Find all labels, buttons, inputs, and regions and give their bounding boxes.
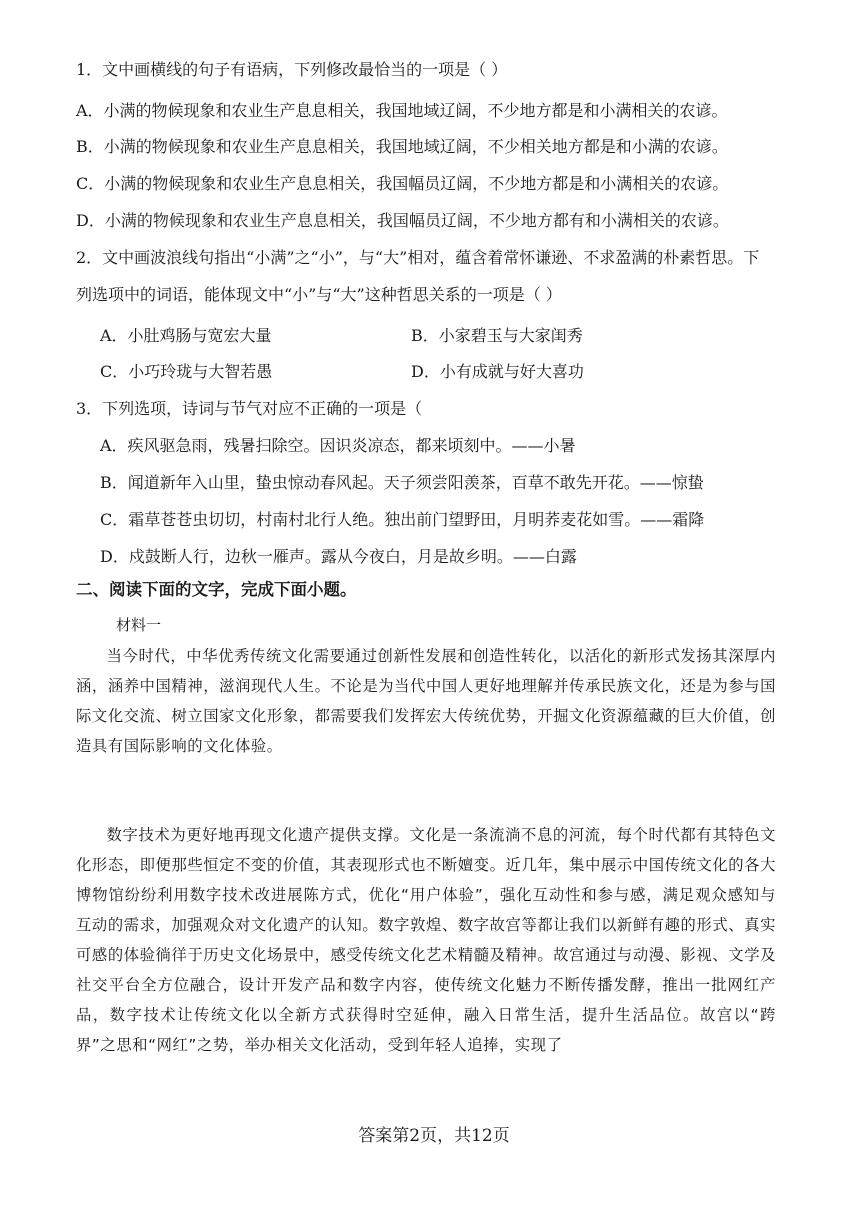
- material-label: 材料一: [116, 616, 162, 634]
- q1-option-d: D．小满的物候现象和农业生产息息相关，我国幅员辽阔，不少地方都有和小满相关的农谚。: [76, 211, 729, 230]
- q3-option-c: C．霜草苍苍虫切切，村南村北行人绝。独出前门望野田，月明荞麦花如雪。——霜降: [100, 510, 705, 529]
- q2-option-d: D．小有成就与好大喜功: [411, 362, 584, 381]
- q3-option-a: A．疾风驱急雨，残暑扫除空。因识炎凉态，都来顷刻中。——小暑: [100, 436, 576, 455]
- q3-option-d: D．戍鼓断人行，边秋一雁声。露从今夜白，月是故乡明。——白露: [100, 547, 577, 566]
- page-footer: 答案第2页，共12页: [358, 1126, 510, 1146]
- q1-option-c: C．小满的物候现象和农业生产息息相关，我国幅员辽阔，不少地方都是和小满相关的农谚。: [76, 174, 729, 193]
- material-paragraph-2: 数字技术为更好地再现文化遗产提供支撑。文化是一条流淌不息的河流，每个时代都有其特色文化形态，即便那些恒定不变的价值，其表现形式也不断嬗变。近几年，集中展示中国传统文化的各大博物馆纷纷利用数字技术改进展陈方式，优化“用户体验”，强化互动性和参与感，满足观众感知与互动的需求，加强观众对文化遗产的认知。数字敦煌、数字故宫等都让我们以新鲜有趣的形式、真实可感的体验徜徉于历史文化场景中，感受传统文化艺术精髓及精神。故宫通过与动漫、影视、文学及社交平台全方位融合，设计开发产品和数字内容，使传统文化魅力不断传播发酵，推出一批网红产品，数字技术让传统文化以全新方式获得时空延伸，融入日常生活，提升生活品位。故宫以“跨界”之思和“网红”之势，举办相关文化活动，受到年轻人追捧，实现了: [76, 826, 776, 1054]
- material-paragraph-1: 当今时代，中华优秀传统文化需要通过创新性发展和创造性转化，以活化的新形式发扬其深厚内涵，涵养中国精神，滋润现代人生。不论是为当代中国人更好地理解并传承民族文化，还是为参与国际文化交流、树立国家文化形象，都需要我们发挥宏大传统优势，开掘文化资源蕴藏的巨大价值，创造具有国际影响的文化体验。: [76, 647, 776, 755]
- q2-option-c: C．小巧玲珑与大智若愚: [100, 362, 273, 381]
- section-heading: 二、阅读下面的文字，完成下面小题。: [76, 580, 357, 599]
- q1-option-a: A．小满的物候现象和农业生产息息相关，我国地域辽阔，不少地方都是和小满相关的农谚。: [76, 101, 728, 120]
- q2-stem-line2: 列选项中的词语，能体现文中“小”与“大”这种哲思关系的一项是（ ）: [76, 285, 562, 304]
- q2-option-b: B．小家碧玉与大家闺秀: [411, 326, 583, 345]
- q1-stem: 1．文中画横线的句子有语病，下列修改最恰当的一项是（ ）: [76, 60, 508, 79]
- q2-option-a: A．小肚鸡肠与宽宏大量: [100, 326, 272, 345]
- q2-stem-line1: 2．文中画波浪线句指出“小满”之“小”，与“大”相对，蕴含着常怀谦逊、不求盈满的朴素哲思。下: [76, 248, 760, 267]
- q1-option-b: B．小满的物候现象和农业生产息息相关，我国地域辽阔，不少相关地方都是和小满的农谚。: [76, 137, 728, 156]
- q3-stem: 3．下列选项，诗词与节气对应不正确的一项是（: [76, 399, 423, 418]
- q3-option-b: B．闻道新年入山里，蛰虫惊动春风起。天子须尝阳羡茶，百草不敢先开花。——惊蛰: [100, 473, 704, 492]
